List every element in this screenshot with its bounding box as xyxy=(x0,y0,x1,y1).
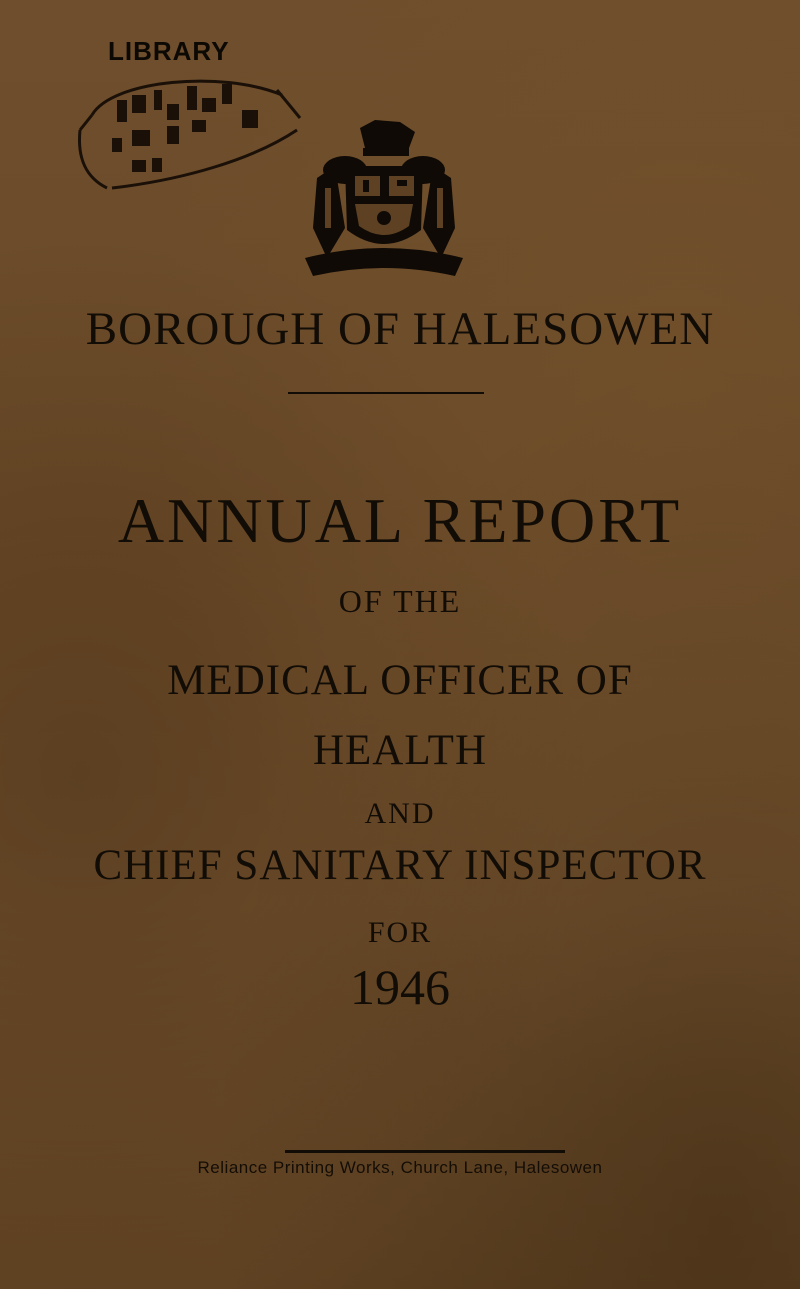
of-the-line: OF THE xyxy=(338,583,462,619)
and-line: AND xyxy=(364,797,436,830)
sanitary-inspector-line: CHIEF SANITARY INSPECTOR xyxy=(93,842,707,889)
health-line: HEALTH xyxy=(312,727,487,774)
report-year: 1946 xyxy=(350,959,450,1015)
printer-imprint: Reliance Printing Works, Church Lane, Halesowen xyxy=(197,1158,603,1177)
library-stamp-icon xyxy=(72,60,307,200)
borough-crest-icon xyxy=(305,118,463,280)
title-divider xyxy=(288,392,484,394)
borough-heading: BOROUGH OF HALESOWEN xyxy=(85,303,715,355)
report-title: ANNUAL REPORT xyxy=(117,485,683,556)
library-stamp-label: LIBRARY xyxy=(108,36,230,66)
for-line: FOR xyxy=(367,916,433,949)
printer-divider xyxy=(285,1150,565,1153)
medical-officer-line: MEDICAL OFFICER OF xyxy=(167,657,633,704)
